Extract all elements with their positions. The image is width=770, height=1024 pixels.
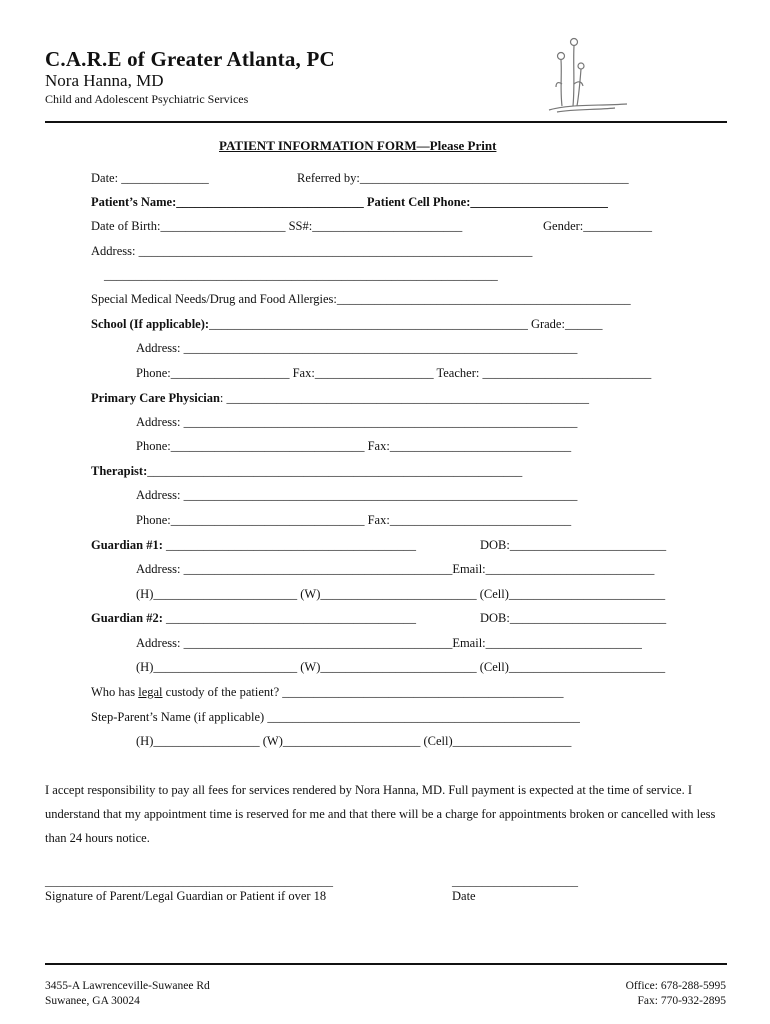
address-blank[interactable]: _______________________________________________________________: [135, 244, 533, 258]
school-phone-blank[interactable]: ___________________: [170, 366, 290, 380]
guardian2-cell-blank[interactable]: _________________________: [508, 660, 666, 674]
dob-ss-field[interactable]: [91, 218, 462, 234]
services-subtitle: Child and Adolescent Psychiatric Services: [45, 92, 249, 106]
guardian1-dob-blank[interactable]: _________________________: [509, 538, 667, 552]
step-parent-home-label: (H): [136, 734, 154, 748]
guardian1-home-label: (H): [136, 587, 154, 601]
guardian1-blank[interactable]: ________________________________________: [162, 538, 417, 552]
pcp-phone-field[interactable]: [136, 438, 571, 454]
school-address-blank[interactable]: _______________________________________________________________: [180, 341, 578, 355]
therapist-fax-blank[interactable]: _____________________________: [389, 513, 572, 527]
guardian2-email-blank[interactable]: _________________________: [485, 636, 642, 650]
ss-blank[interactable]: ________________________: [312, 219, 463, 233]
guardian2-address-label: Address:: [136, 636, 181, 650]
pcp-phone-label: Phone:: [136, 439, 171, 453]
patient-name-field[interactable]: [91, 194, 608, 210]
patient-cell-blank[interactable]: :______________________: [466, 195, 608, 209]
guardian2-email-label: Email:: [452, 636, 486, 650]
school-fax-blank[interactable]: ___________________: [314, 366, 434, 380]
step-parent-cell-label: (Cell): [420, 734, 453, 748]
pcp-phone-blank[interactable]: _______________________________: [170, 439, 365, 453]
patient-address-line2[interactable]: _______________________________________________________________: [104, 268, 498, 282]
signature-label: Signature of Parent/Legal Guardian or Patient if over 18: [45, 889, 327, 903]
therapist-address-blank[interactable]: _______________________________________________________________: [180, 488, 578, 502]
school-address-label: Address:: [136, 341, 181, 355]
pcp-address-field[interactable]: [136, 414, 577, 430]
pcp-address-blank[interactable]: _______________________________________________________________: [180, 415, 578, 429]
therapist-phone-blank[interactable]: _______________________________: [170, 513, 365, 527]
guardian1-address-blank[interactable]: ___________________________________________: [180, 562, 453, 576]
legal-custody-field[interactable]: [91, 684, 564, 700]
school-fax-label: Fax:: [289, 366, 315, 380]
gender-label: Gender:: [543, 219, 584, 233]
pcp-fax-label: Fax:: [364, 439, 390, 453]
guardian1-cell-label: (Cell): [476, 587, 509, 601]
referred-by-blank[interactable]: ___________________________________________: [359, 171, 629, 185]
school-field[interactable]: [91, 316, 602, 332]
patient-name-blank[interactable]: :______________________________: [172, 195, 364, 209]
therapist-label: Therapist:: [91, 464, 148, 478]
guardian2-label: Guardian #2:: [91, 611, 163, 625]
guardian1-work-blank[interactable]: _________________________: [320, 587, 477, 601]
guardian2-phones-field[interactable]: [136, 659, 665, 675]
custody-label-legal: legal: [138, 685, 163, 699]
guardian2-work-blank[interactable]: _________________________: [320, 660, 477, 674]
school-phone-field[interactable]: [136, 365, 651, 381]
address-label: Address:: [91, 244, 136, 258]
organization-name: C.A.R.E of Greater Atlanta, PC: [45, 47, 335, 71]
custody-label-pre: Who has: [91, 685, 139, 699]
dob-blank[interactable]: ____________________: [160, 219, 286, 233]
guardian2-dob-field[interactable]: [480, 610, 666, 626]
school-address-field[interactable]: [136, 340, 577, 356]
school-label: School (If applicable):: [91, 317, 210, 331]
gender-blank[interactable]: ___________: [583, 219, 653, 233]
patient-cell-label: Patient Cell Phone: [363, 195, 467, 209]
guardian1-home-blank[interactable]: _______________________: [153, 587, 298, 601]
guardian1-cell-blank[interactable]: _________________________: [508, 587, 666, 601]
flower-stems-logo-icon: [535, 34, 635, 118]
guardian2-address-blank[interactable]: ___________________________________________: [180, 636, 453, 650]
therapist-phone-field[interactable]: [136, 512, 571, 528]
custody-label-post: custody of the patient?: [162, 685, 283, 699]
footer-address-line1: 3455-A Lawrenceville-Suwanee Rd: [45, 980, 210, 992]
pcp-fax-blank[interactable]: _____________________________: [389, 439, 572, 453]
signature-line[interactable]: ________________________________________________: [45, 874, 333, 888]
referred-by-label: Referred by:: [297, 171, 360, 185]
therapist-phone-label: Phone:: [136, 513, 171, 527]
pcp-field[interactable]: [91, 390, 589, 406]
guardian2-field[interactable]: [91, 610, 416, 626]
therapist-address-field[interactable]: [136, 487, 577, 503]
school-blank[interactable]: ___________________________________________________: [209, 317, 528, 331]
allergies-label: Special Medical Needs/Drug and Food Allergies:: [91, 292, 337, 306]
step-parent-work-blank[interactable]: ______________________: [282, 734, 421, 748]
guardian1-phones-field[interactable]: [136, 586, 665, 602]
guardian2-home-label: (H): [136, 660, 154, 674]
guardian1-dob-label: DOB:: [480, 538, 510, 552]
pcp-address-label: Address:: [136, 415, 181, 429]
step-parent-blank[interactable]: __________________________________________________: [267, 710, 580, 724]
allergies-blank[interactable]: _______________________________________________: [336, 292, 631, 306]
guardian2-address-field[interactable]: [136, 635, 642, 651]
therapist-address-label: Address:: [136, 488, 181, 502]
ss-label: SS#:: [285, 219, 313, 233]
date-label: Date:: [91, 171, 119, 185]
date-blank[interactable]: ______________: [118, 171, 209, 185]
signature-date-line[interactable]: _____________________: [452, 874, 578, 888]
step-parent-label: Step-Parent’s Name (if applicable): [91, 710, 268, 724]
guardian1-address-label: Address:: [136, 562, 181, 576]
signature-date-label: Date: [452, 889, 476, 903]
payment-agreement-text: I accept responsibility to pay all fees for services rendered by Nora Hanna, MD. Full payment is expected at the time of service. I understand that my appointment time is reserved for me and that there will be a charge for appointments broken or cancelled with less than 24 hours notice.: [45, 783, 716, 845]
footer-office-phone: Office: 678-288-5995: [625, 980, 726, 992]
form-title: [219, 138, 496, 154]
school-phone-label: Phone:: [136, 366, 171, 380]
step-parent-cell-blank[interactable]: ___________________: [452, 734, 572, 748]
pcp-label: Primary Care Physician: [91, 391, 220, 405]
therapist-blank[interactable]: ____________________________________________________________: [147, 464, 523, 478]
guardian2-cell-label: (Cell): [476, 660, 509, 674]
guardian1-email-blank[interactable]: ___________________________: [485, 562, 655, 576]
gender-field[interactable]: [543, 218, 652, 234]
grade-blank[interactable]: ______: [564, 317, 603, 331]
footer-divider: [45, 963, 727, 965]
therapist-field[interactable]: [91, 463, 522, 479]
guardian2-blank[interactable]: ________________________________________: [162, 611, 417, 625]
doctor-name: Nora Hanna, MD: [45, 71, 164, 90]
patient-address-field[interactable]: [91, 243, 532, 259]
step-parent-work-label: (W): [259, 734, 283, 748]
form-title-text: PATIENT INFORMATION FORM—Please Print: [219, 138, 497, 153]
guardian1-field[interactable]: [91, 537, 416, 553]
referred-by-field[interactable]: [297, 170, 629, 186]
teacher-label: Teacher:: [433, 366, 480, 380]
footer-address-line2: Suwanee, GA 30024: [45, 995, 140, 1007]
allergies-field[interactable]: [91, 291, 631, 307]
step-parent-phones-field[interactable]: [136, 733, 571, 749]
patient-name-label: Patient’s Name: [91, 195, 173, 209]
guardian1-address-field[interactable]: [136, 561, 654, 577]
guardian1-label: Guardian #1:: [91, 538, 163, 552]
step-parent-home-blank[interactable]: _________________: [153, 734, 260, 748]
therapist-fax-label: Fax:: [364, 513, 390, 527]
guardian2-dob-blank[interactable]: _________________________: [509, 611, 667, 625]
pcp-blank[interactable]: : __________________________________________________________: [219, 391, 590, 405]
guardian1-dob-field[interactable]: [480, 537, 666, 553]
guardian2-home-blank[interactable]: _______________________: [153, 660, 298, 674]
date-field[interactable]: [91, 170, 209, 186]
guardian1-email-label: Email:: [452, 562, 486, 576]
teacher-blank[interactable]: ___________________________: [479, 366, 652, 380]
custody-blank[interactable]: _____________________________________________: [282, 685, 564, 699]
guardian1-work-label: (W): [297, 587, 321, 601]
dob-label: Date of Birth:: [91, 219, 161, 233]
grade-label: Grade:: [527, 317, 565, 331]
guardian2-work-label: (W): [297, 660, 321, 674]
guardian2-dob-label: DOB:: [480, 611, 510, 625]
header-divider: [45, 121, 727, 123]
footer-fax: Fax: 770-932-2895: [637, 995, 726, 1007]
step-parent-field[interactable]: [91, 709, 580, 725]
